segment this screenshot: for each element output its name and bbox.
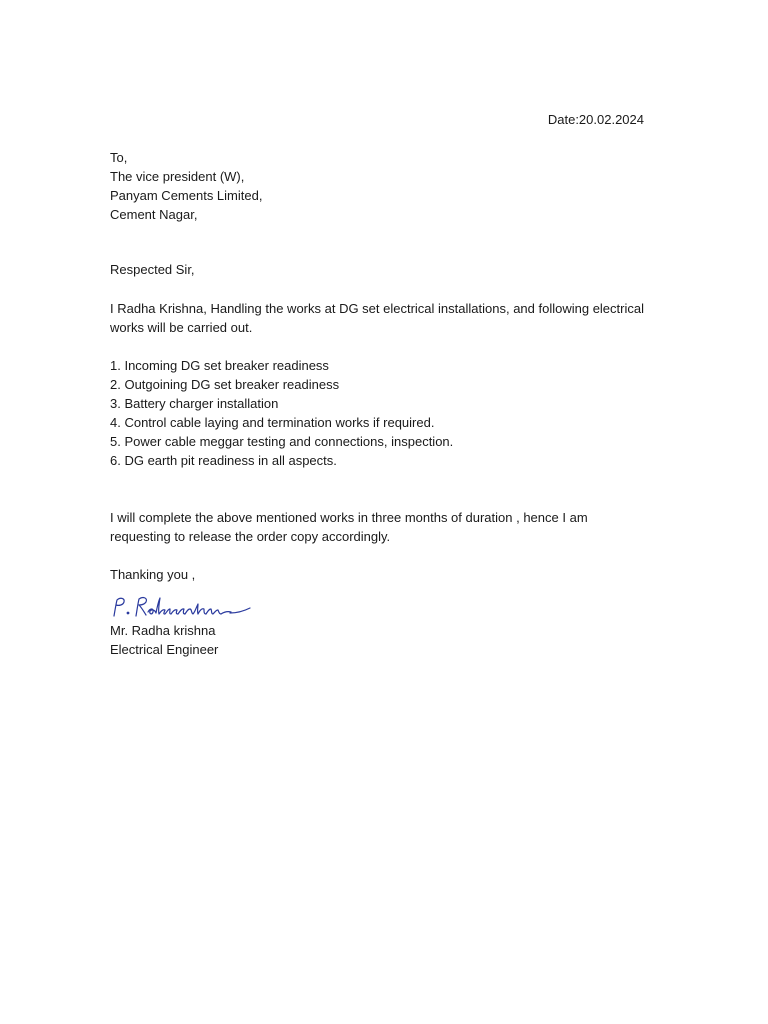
closing-paragraph: I will complete the above mentioned works in three months of duration , hence I am requesting to release the order copy accordingly. (110, 510, 588, 544)
work-item: 2. Outgoining DG set breaker readiness (110, 377, 340, 392)
handwritten-signature (108, 594, 258, 622)
work-item: 1. Incoming DG set breaker readiness (110, 358, 329, 373)
recipient-address (110, 148, 262, 224)
salutation: Respected Sir, (110, 262, 195, 277)
signer-title: Electrical Engineer (110, 642, 219, 657)
recipient-line: Cement Nagar, (110, 207, 198, 222)
signer-name: Mr. Radha krishna (110, 623, 216, 638)
work-item: 4. Control cable laying and termination works if required. (110, 415, 435, 430)
recipient-line: To, (110, 150, 128, 165)
recipient-line: Panyam Cements Limited, (110, 188, 263, 203)
work-item: 5. Power cable meggar testing and connections, inspection. (110, 434, 454, 449)
work-item: 6. DG earth pit readiness in all aspects. (110, 453, 337, 468)
thanks-line: Thanking you , (110, 567, 196, 582)
work-item: 3. Battery charger installation (110, 396, 279, 411)
recipient-line: The vice president (W), (110, 169, 245, 184)
letter-date: Date:20.02.2024 (547, 112, 644, 127)
works-list (110, 356, 453, 470)
intro-paragraph: I Radha Krishna, Handling the works at DG set electrical installations, and following electrical works will be carried out. (110, 301, 644, 335)
